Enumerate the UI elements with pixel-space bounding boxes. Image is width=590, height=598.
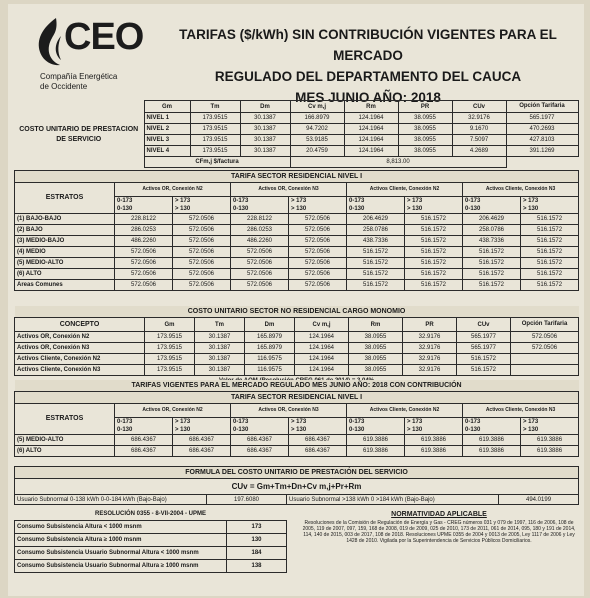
table-row: [15, 559, 287, 572]
title-line: REGULADO DEL DEPARTAMENTO DEL CAUCA: [214, 69, 522, 84]
table-cell: 572.0506: [115, 269, 173, 280]
title-line: TARIFAS ($/kWh) SIN CONTRIBUCIÓN VIGENTES PARA EL MERCADO: [179, 27, 557, 63]
table-cell: 286.0253: [115, 225, 173, 236]
range-cell: 0-173: [115, 418, 173, 427]
table-cell: 32.9176: [452, 113, 506, 124]
table-cell: 516.1572: [521, 258, 579, 269]
row-label: Activos OR, Conexión N3: [15, 343, 145, 354]
table-cell: 572.0506: [231, 280, 289, 291]
table-cell: 516.1572: [405, 214, 463, 225]
table-cell: 516.1572: [347, 247, 405, 258]
table-cell: 486.2260: [231, 236, 289, 247]
col-header: Cv m,j: [295, 318, 349, 332]
row-label: Consumo Subsistencia Usuario Subnormal Altura < 1000 msnm: [15, 546, 227, 559]
table-cell: 686.4367: [289, 435, 347, 446]
no-residencial-table: [14, 306, 579, 386]
table-cell: 516.1572: [521, 214, 579, 225]
col-header: Dm: [240, 101, 290, 113]
table-cell: 516.1572: [347, 280, 405, 291]
logo-wordmark: CEO: [64, 16, 144, 58]
table-cell: 686.4367: [231, 446, 289, 457]
section-title: FORMULA DEL COSTO UNITARIO DE PRESTACIÓN DEL SERVICIO: [15, 467, 579, 479]
header: [8, 4, 584, 105]
table-cell: 116.9575: [245, 354, 295, 365]
table-cell: 572.0506: [289, 236, 347, 247]
table-cell: 516.1572: [457, 365, 511, 376]
table-cell: 173.9515: [145, 343, 195, 354]
section-title: COSTO UNITARIO SECTOR NO RESIDENCIAL CARGO MONOMIO: [15, 306, 579, 318]
table-cell: 130: [227, 533, 287, 546]
table-cell: 572.0506: [173, 247, 231, 258]
table-cell: 38.0955: [398, 113, 452, 124]
range-cell: > 173: [405, 418, 463, 427]
group-header: Activos OR, Conexión N3: [231, 404, 347, 418]
table-cell: 686.4367: [173, 435, 231, 446]
table-cell: 124.1964: [344, 146, 398, 157]
range-cell: 0-130: [347, 426, 405, 435]
col-header: Gm: [144, 101, 190, 113]
table-row: [15, 435, 579, 446]
table-cell: 572.0506: [173, 269, 231, 280]
range-cell: > 173: [173, 197, 231, 206]
row-label: (4) MEDIO: [15, 247, 115, 258]
range-cell: 0-173: [115, 197, 173, 206]
table-cell: 516.1572: [463, 269, 521, 280]
table-cell: 516.1572: [521, 236, 579, 247]
table-cell: 516.1572: [521, 269, 579, 280]
tariff-document: [8, 4, 584, 596]
table-cell: 572.0506: [173, 214, 231, 225]
table-row: [15, 236, 579, 247]
range-cell: 0-130: [231, 426, 289, 435]
table-cell: 124.1964: [344, 124, 398, 135]
table-row: [15, 546, 287, 559]
table-cell: 470.2693: [506, 124, 578, 135]
table-cell: 516.1572: [521, 225, 579, 236]
table-cell: 619.3886: [405, 446, 463, 457]
table-cell: 516.1572: [405, 280, 463, 291]
table-cell: 516.1572: [405, 225, 463, 236]
costo-unitario-label: COSTO UNITARIO DE PRESTACION DE SERVICIO: [19, 125, 139, 143]
table-cell: 7.5097: [452, 135, 506, 146]
range-cell: 0-130: [463, 426, 521, 435]
title-line: MES JUNIO AÑO: 2018: [295, 90, 441, 105]
cf-label: CFm,j $/factura: [144, 157, 290, 168]
table-cell: 516.1572: [521, 247, 579, 258]
table-cell: 173.9515: [145, 332, 195, 343]
table-cell: 565.1977: [506, 113, 578, 124]
range-cell: > 130: [289, 426, 347, 435]
table-cell: 572.0506: [173, 236, 231, 247]
table-cell: 572.0506: [115, 280, 173, 291]
row-label: (5) MEDIO-ALTO: [15, 258, 115, 269]
table-cell: 619.3886: [463, 446, 521, 457]
table-cell: 173.9515: [190, 146, 240, 157]
range-cell: 0-173: [231, 418, 289, 427]
table-cell: 619.3886: [405, 435, 463, 446]
range-cell: 0-130: [115, 426, 173, 435]
range-cell: 0-130: [347, 205, 405, 214]
table-cell: 572.0506: [289, 214, 347, 225]
costo-unitario-table: [14, 100, 579, 168]
table-row: [15, 520, 287, 533]
normatividad-text: Resoluciones de la Comisión de Regulación de Energía y Gas - CREG números 031 y 079 de 1997, 116 de 2006, 108 de 2005, 119 de 2007, 097, 159, 168 de 2008, 019 de 2009, 025 de 2010, 173 de 2011, 061 de 2014, 095, 180 y 191 de 2014, 114, 140 de 2015, 003 de 2017, 108 de 2018. Resoluciones UPME 0355 de 2004 y 0013 de 2005, Ley 1117 de 2006 y Ley 1428 de 2010. Vigilada por la Superintendencia de Servicios Públicos Domiciliarios.: [302, 520, 576, 544]
col-header: CONCEPTO: [15, 318, 145, 332]
row-label: Activos Cliente, Conexión N2: [15, 354, 145, 365]
table-cell: 116.9575: [245, 365, 295, 376]
table-cell: 572.0506: [115, 247, 173, 258]
row-label: Activos OR, Conexión N2: [15, 332, 145, 343]
table-row: [15, 225, 579, 236]
col-header: Tm: [195, 318, 245, 332]
table-cell: 516.1572: [463, 247, 521, 258]
table-cell: 619.3886: [347, 435, 405, 446]
table-cell: 516.1572: [521, 280, 579, 291]
group-header: Activos Cliente, Conexión N2: [347, 404, 463, 418]
table-cell: 94.7202: [290, 124, 344, 135]
range-cell: > 173: [173, 418, 231, 427]
row-label: (3) MEDIO-BAJO: [15, 236, 115, 247]
table-cell: 32.9176: [403, 354, 457, 365]
table-cell: 572.0506: [511, 343, 579, 354]
col-header: Opción Tarifaria: [511, 318, 579, 332]
table-cell: [511, 365, 579, 376]
table-row: [15, 446, 579, 457]
subnormal-label: Usuario Subnormal 0-138 kWh 0-0-184 kWh (Bajo-Bajo): [15, 495, 207, 505]
group-header: Activos OR, Conexión N3: [231, 183, 347, 197]
table-cell: 173.9515: [145, 365, 195, 376]
table-cell: 30.1387: [195, 332, 245, 343]
row-label: (6) ALTO: [15, 446, 115, 457]
table-cell: 516.1572: [405, 247, 463, 258]
table-cell: 30.1387: [240, 113, 290, 124]
table-row: [15, 365, 579, 376]
table-cell: 686.4367: [289, 446, 347, 457]
table-cell: 258.0786: [463, 225, 521, 236]
table-cell: 572.0506: [173, 280, 231, 291]
table-cell: 30.1387: [195, 354, 245, 365]
table-cell: 32.9176: [403, 343, 457, 354]
table-cell: 686.4367: [231, 435, 289, 446]
logo-subtitle: Compañía Energética: [40, 72, 118, 81]
table-cell: 166.8979: [290, 113, 344, 124]
table-cell: 516.1572: [463, 258, 521, 269]
normatividad-title: NORMATIVIDAD APLICABLE: [391, 511, 487, 518]
table-cell: [511, 354, 579, 365]
row-label: (6) ALTO: [15, 269, 115, 280]
table-cell: 38.0955: [349, 354, 403, 365]
row-label: Activos Cliente, Conexión N3: [15, 365, 145, 376]
table-cell: 438.7336: [463, 236, 521, 247]
table-cell: 173.9515: [190, 124, 240, 135]
table-cell: 30.1387: [195, 343, 245, 354]
table-cell: 38.0955: [398, 135, 452, 146]
logo-subtitle: de Occidente: [40, 82, 88, 91]
range-cell: > 130: [521, 205, 579, 214]
table-cell: 619.3886: [347, 446, 405, 457]
table-cell: 427.8103: [506, 135, 578, 146]
table-row: [15, 354, 579, 365]
table-cell: NIVEL 2: [144, 124, 190, 135]
normatividad-box: [300, 510, 578, 544]
subsistencia-rows: [15, 520, 287, 572]
table-cell: 572.0506: [231, 269, 289, 280]
table-cell: 53.9185: [290, 135, 344, 146]
subnormal-value: 197.6080: [207, 495, 287, 505]
table-cell: 138: [227, 559, 287, 572]
range-cell: 0-130: [115, 205, 173, 214]
table-row: [15, 332, 579, 343]
formula-text: CUv = Gm+Tm+Dn+Cv m,j+Pr+Rm: [15, 479, 579, 495]
table-cell: 173.9515: [145, 354, 195, 365]
range-cell: > 130: [405, 205, 463, 214]
range-cell: 0-130: [463, 205, 521, 214]
col-header: PR: [398, 101, 452, 113]
row-label: Areas Comunes: [15, 280, 115, 291]
table-cell: 565.1977: [457, 343, 511, 354]
table-cell: 38.0955: [398, 146, 452, 157]
table-cell: 228.8122: [115, 214, 173, 225]
row-label: (2) BAJO: [15, 225, 115, 236]
range-cell: 0-130: [231, 205, 289, 214]
estratos-label: ESTRATOS: [15, 183, 115, 214]
table-cell: 486.2260: [115, 236, 173, 247]
table-cell: 30.1387: [195, 365, 245, 376]
group-header: Activos Cliente, Conexión N2: [347, 183, 463, 197]
table-row: [15, 533, 287, 546]
table-cell: 572.0506: [289, 258, 347, 269]
table-cell: NIVEL 4: [144, 146, 190, 157]
col-header: Tm: [190, 101, 240, 113]
col-header: Rm: [344, 101, 398, 113]
table-cell: 30.1387: [240, 146, 290, 157]
table-cell: 565.1977: [457, 332, 511, 343]
table-cell: 206.4629: [347, 214, 405, 225]
col-header: CUv: [452, 101, 506, 113]
table-cell: NIVEL 1: [144, 113, 190, 124]
table-cell: 124.1964: [295, 343, 349, 354]
group-header: Activos Cliente, Conexión N3: [463, 183, 579, 197]
no-residencial-rows: [15, 332, 579, 376]
section-subtitle: TARIFA SECTOR RESIDENCIAL NIVEL I: [15, 392, 579, 404]
range-cell: > 173: [289, 418, 347, 427]
range-cell: > 130: [289, 205, 347, 214]
table-cell: 30.1387: [240, 124, 290, 135]
range-cell: 0-173: [231, 197, 289, 206]
section-title: TARIFAS VIGENTES PARA EL MERCADO REGULADO MES JUNIO AÑO: 2018 CON CONTRIBUCIÓN: [15, 380, 579, 392]
table-cell: 32.9176: [403, 332, 457, 343]
table-cell: 572.0506: [115, 258, 173, 269]
table-cell: 124.1964: [344, 135, 398, 146]
subnormal-value: 494.0199: [499, 495, 579, 505]
table-cell: 619.3886: [463, 435, 521, 446]
table-cell: 124.1964: [295, 332, 349, 343]
table-cell: 173: [227, 520, 287, 533]
table-cell: 258.0786: [347, 225, 405, 236]
table-cell: 516.1572: [457, 354, 511, 365]
table-cell: 228.8122: [231, 214, 289, 225]
table-cell: 619.3886: [521, 446, 579, 457]
col-header: Gm: [145, 318, 195, 332]
col-header: Cv m,j: [290, 101, 344, 113]
range-cell: > 173: [521, 197, 579, 206]
range-cell: 0-173: [347, 197, 405, 206]
table-cell: 124.1964: [295, 354, 349, 365]
con-contribucion-rows: [15, 435, 579, 457]
table-row: [15, 343, 579, 354]
table-cell: 165.8979: [245, 343, 295, 354]
table-cell: 173.9515: [190, 135, 240, 146]
table-cell: 438.7336: [347, 236, 405, 247]
table-row: [15, 280, 579, 291]
table-cell: 516.1572: [347, 269, 405, 280]
table-cell: 572.0506: [289, 225, 347, 236]
table-cell: 516.1572: [405, 236, 463, 247]
subsistencia-table: [14, 508, 287, 573]
table-row: [15, 214, 579, 225]
row-label: (1) BAJO-BAJO: [15, 214, 115, 225]
table-cell: 286.0253: [231, 225, 289, 236]
col-header: PR: [403, 318, 457, 332]
table-cell: 38.0955: [349, 332, 403, 343]
range-cell: > 173: [405, 197, 463, 206]
table-cell: 391.1269: [506, 146, 578, 157]
table-row: [15, 258, 579, 269]
group-header: Activos OR, Conexión N2: [115, 183, 231, 197]
table-cell: 572.0506: [289, 247, 347, 258]
table-cell: 516.1572: [463, 280, 521, 291]
table-cell: 124.1964: [344, 113, 398, 124]
range-cell: > 173: [289, 197, 347, 206]
group-header: Activos OR, Conexión N2: [115, 404, 231, 418]
range-cell: > 130: [173, 205, 231, 214]
table-cell: 572.0506: [231, 258, 289, 269]
row-label: Consumo Subsistencia Usuario Subnormal Altura ≥ 1000 msnm: [15, 559, 227, 572]
table-cell: 38.0955: [398, 124, 452, 135]
formula-table: [14, 466, 579, 505]
estratos-label: ESTRATOS: [15, 404, 115, 435]
table-cell: 516.1572: [405, 258, 463, 269]
range-cell: 0-173: [463, 197, 521, 206]
con-contribucion-table: [14, 380, 579, 457]
ceo-logo: [34, 16, 144, 96]
table-cell: 38.0955: [349, 365, 403, 376]
table-cell: 686.4367: [115, 446, 173, 457]
table-cell: NIVEL 3: [144, 135, 190, 146]
range-cell: > 130: [521, 426, 579, 435]
row-label: (5) MEDIO-ALTO: [15, 435, 115, 446]
table-cell: 4.2689: [452, 146, 506, 157]
table-cell: 572.0506: [511, 332, 579, 343]
table-cell: 206.4629: [463, 214, 521, 225]
col-header: CUv: [457, 318, 511, 332]
subnormal-label: Usuario Subnormal >138 kWh 0 >184 kWh (Bajo-Bajo): [287, 495, 499, 505]
table-cell: 619.3886: [521, 435, 579, 446]
table-cell: 165.8979: [245, 332, 295, 343]
table-cell: 572.0506: [173, 225, 231, 236]
table-cell: 572.0506: [231, 247, 289, 258]
table-row: [15, 269, 579, 280]
residencial-rows: [15, 214, 579, 291]
document-title: [158, 24, 578, 108]
range-cell: 0-173: [347, 418, 405, 427]
cf-value: 8,813.00: [290, 157, 506, 168]
table-cell: 686.4367: [115, 435, 173, 446]
group-header: Activos Cliente, Conexión N3: [463, 404, 579, 418]
col-header: Opción Tarifaria: [506, 101, 578, 113]
range-cell: > 173: [521, 418, 579, 427]
table-row: [15, 247, 579, 258]
table-cell: 572.0506: [173, 258, 231, 269]
table-cell: 9.1670: [452, 124, 506, 135]
table-cell: 30.1387: [240, 135, 290, 146]
range-cell: 0-173: [463, 418, 521, 427]
row-label: Consumo Subsistencia Altura ≥ 1000 msnm: [15, 533, 227, 546]
table-cell: 32.9176: [403, 365, 457, 376]
resolution-label: RESOLUCIÓN 0355 - 8-VII-2004 - UPME: [94, 510, 207, 517]
range-cell: > 130: [173, 426, 231, 435]
table-cell: 38.0955: [349, 343, 403, 354]
section-title: TARIFA SECTOR RESIDENCIAL NIVEL I: [15, 171, 579, 183]
table-cell: 516.1572: [347, 258, 405, 269]
row-label: Consumo Subsistencia Altura < 1000 msnm: [15, 520, 227, 533]
table-cell: 572.0506: [289, 269, 347, 280]
col-header: Dm: [245, 318, 295, 332]
col-header: Rm: [349, 318, 403, 332]
range-cell: > 130: [405, 426, 463, 435]
table-cell: 184: [227, 546, 287, 559]
flame-logo-icon: [34, 16, 64, 68]
table-cell: 124.1964: [295, 365, 349, 376]
residencial-table: [14, 170, 579, 291]
table-cell: 20.4759: [290, 146, 344, 157]
table-cell: 686.4367: [173, 446, 231, 457]
table-cell: 173.9515: [190, 113, 240, 124]
table-cell: 572.0506: [289, 280, 347, 291]
table-cell: 516.1572: [405, 269, 463, 280]
